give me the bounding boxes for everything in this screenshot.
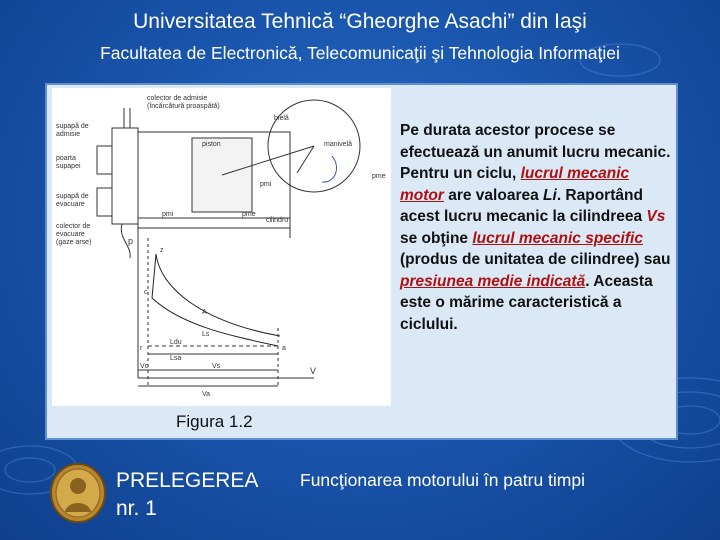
label-point-a-upper: A [202, 309, 207, 316]
label-point-r: r [140, 345, 143, 352]
cylinder-head [112, 128, 138, 224]
label-crank: manivelă [324, 141, 353, 148]
text-part-5: . Raportând acest lucru mecanic la cilindreea [400, 186, 647, 225]
medal-logo [49, 462, 107, 524]
lecture-topic: Funcţionarea motorului în patru timpi [300, 470, 585, 490]
label-pme: pme [372, 173, 386, 180]
engine-figure [52, 88, 391, 406]
label-rod: bielă [274, 115, 289, 122]
symbol-vs: Vs [646, 208, 666, 225]
lecture-label [116, 467, 258, 523]
label-point-c: c [144, 289, 148, 296]
label-axis-p: p [128, 236, 134, 246]
label-cylinder: cilindru [266, 217, 289, 224]
term-mean-pressure: presiunea medie indicată [400, 272, 586, 290]
label-pmi-2: pmi [162, 211, 174, 218]
label-piston: piston [202, 141, 221, 148]
figure-caption: Figura 1.2 [176, 412, 253, 431]
label-collector-intake: colector de admisie [147, 95, 208, 102]
label-collector-intake-sub: (încărcătură proaspătă) [147, 103, 220, 110]
term-engine-work: lucrul mecanic motor [400, 165, 630, 204]
label-intake-valve: supapă de [56, 123, 89, 130]
faculty-title: Facultatea de Electronică, Telecomunicaţii şi Tehnologia Informaţiei [100, 43, 620, 63]
exhaust-valve [97, 188, 112, 216]
text-part-7: se obţine [400, 229, 473, 247]
explanation-text [400, 120, 675, 335]
label-va: Va [202, 391, 211, 398]
label-ls: Ls [202, 331, 210, 338]
symbol-li: Li [543, 186, 557, 204]
expansion-curve [156, 254, 280, 336]
text-part-1: Pe durata acestor procese se efectuează un anumit lucru mecanic. Pentru un ciclu, [400, 122, 671, 182]
label-vs: Vs [212, 363, 221, 370]
label-pme-2: pme [242, 211, 256, 218]
label-pmi: pmi [260, 181, 272, 188]
label-exhaust-collector-3: (gaze arse) [56, 239, 92, 246]
label-exhaust-valve: supapă de [56, 193, 89, 200]
label-valve-seat-2: supapei [56, 163, 81, 170]
label-point-a: a [282, 345, 286, 352]
term-specific-work: lucrul mecanic specific [472, 229, 643, 247]
university-title: Universitatea Tehnică “Gheorghe Asachi” din Iaşi [133, 10, 587, 33]
intake-valve [97, 146, 112, 174]
label-exhaust-valve-2: evacuare [56, 201, 85, 208]
label-lsa: Lsa [170, 355, 182, 362]
label-point-z: z [160, 247, 164, 254]
label-ldu: Ldu [170, 339, 182, 346]
intake-manifold [124, 108, 130, 128]
lecture-word: PRELEGEREA [116, 469, 259, 492]
label-vc: Vc [140, 363, 149, 370]
label-exhaust-collector-2: evacuare [56, 231, 85, 238]
lecture-number: nr. 1 [116, 497, 157, 520]
label-axis-v: V [310, 366, 317, 376]
label-valve-seat: poarta [56, 155, 76, 162]
text-part-3: are valoarea [443, 186, 544, 204]
text-part-9: (produs de unitatea de cilindree) sau [400, 251, 671, 268]
text-part-11: . Aceasta este o mărime caracteristică a ciclului. [400, 272, 653, 333]
label-intake-valve-2: admisie [56, 131, 81, 138]
label-exhaust-collector: colector de [56, 223, 91, 230]
